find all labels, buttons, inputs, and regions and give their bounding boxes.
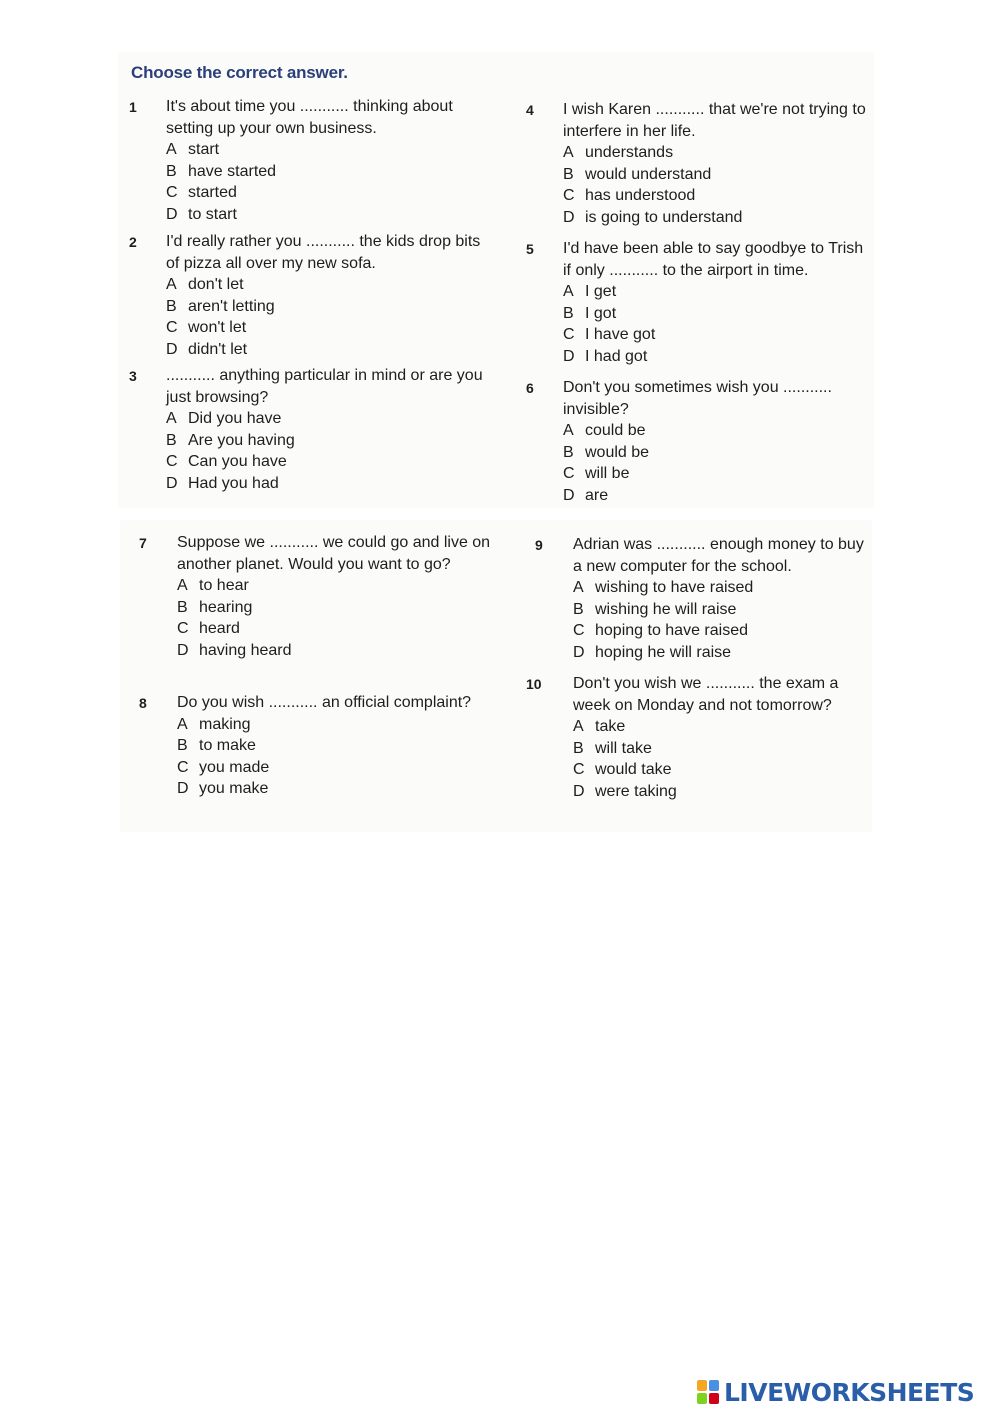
- option-a[interactable]: [177, 714, 497, 736]
- option-text: I had got: [585, 347, 648, 365]
- option-d[interactable]: [177, 778, 497, 800]
- options-list: [177, 714, 497, 800]
- options-list: [573, 577, 873, 663]
- question-7: [139, 532, 497, 662]
- option-letter: A: [166, 276, 177, 294]
- question-stem: I wish Karen ........... that we're not trying to interfere in her life.: [563, 101, 866, 140]
- option-c[interactable]: [166, 451, 486, 473]
- option-text: started: [188, 184, 237, 202]
- option-c[interactable]: [177, 618, 497, 640]
- option-c[interactable]: [563, 324, 873, 346]
- option-text: Can you have: [188, 453, 287, 471]
- option-c[interactable]: [573, 759, 873, 781]
- worksheet-heading: Choose the correct answer.: [131, 63, 348, 82]
- question-2: [129, 231, 486, 361]
- option-a[interactable]: [563, 420, 873, 442]
- option-letter: D: [573, 643, 585, 661]
- option-text: would understand: [585, 165, 712, 183]
- option-letter: B: [573, 739, 584, 757]
- option-a[interactable]: [177, 575, 497, 597]
- question-1: [129, 96, 486, 226]
- liveworksheets-logo-icon: [697, 1380, 721, 1406]
- option-letter: C: [563, 326, 575, 344]
- option-d[interactable]: [563, 485, 873, 507]
- option-letter: B: [563, 304, 574, 322]
- option-text: would take: [595, 761, 672, 779]
- option-d[interactable]: [563, 346, 873, 368]
- question-number: 5: [526, 241, 534, 257]
- option-c[interactable]: [563, 185, 873, 207]
- option-text: don't let: [188, 276, 244, 294]
- option-letter: C: [166, 453, 178, 471]
- option-letter: A: [177, 715, 188, 733]
- option-b[interactable]: [573, 738, 873, 760]
- options-list: [563, 281, 873, 367]
- option-text: hearing: [199, 598, 253, 616]
- question-3: [129, 365, 486, 495]
- option-b[interactable]: [166, 161, 486, 183]
- option-letter: A: [573, 718, 584, 736]
- option-c[interactable]: [573, 620, 873, 642]
- option-text: making: [199, 715, 251, 733]
- question-number: 9: [535, 537, 543, 553]
- option-text: won't let: [188, 319, 247, 337]
- option-text: understands: [585, 144, 674, 162]
- option-c[interactable]: [166, 317, 486, 339]
- option-text: is going to understand: [585, 208, 743, 226]
- option-b[interactable]: [563, 442, 873, 464]
- question-6: [526, 377, 873, 507]
- option-b[interactable]: [177, 735, 497, 757]
- logo-text: LIVEWORKSHEETS: [724, 1378, 975, 1407]
- option-text: having heard: [199, 641, 292, 659]
- option-d[interactable]: [166, 204, 486, 226]
- option-a[interactable]: [563, 142, 873, 164]
- option-letter: A: [563, 283, 574, 301]
- option-letter: B: [573, 600, 584, 618]
- question-stem: Don't you sometimes wish you ........... invisible?: [563, 379, 832, 418]
- option-letter: A: [166, 141, 177, 159]
- question-number: 2: [129, 234, 137, 250]
- option-text: have started: [188, 162, 277, 180]
- options-list: [563, 142, 873, 228]
- option-d[interactable]: [573, 781, 873, 803]
- option-d[interactable]: [177, 640, 497, 662]
- option-letter: C: [177, 620, 189, 638]
- option-d[interactable]: [573, 642, 873, 664]
- options-list: [166, 408, 486, 494]
- option-letter: B: [166, 431, 177, 449]
- option-a[interactable]: [166, 408, 486, 430]
- option-text: to hear: [199, 577, 249, 595]
- option-b[interactable]: [166, 430, 486, 452]
- options-list: [166, 139, 486, 225]
- option-text: start: [188, 141, 220, 159]
- question-number: 4: [526, 102, 534, 118]
- option-d[interactable]: [166, 473, 486, 495]
- options-list: [573, 716, 873, 802]
- option-letter: A: [563, 144, 574, 162]
- option-c[interactable]: [177, 757, 497, 779]
- option-letter: B: [177, 598, 188, 616]
- option-letter: A: [166, 410, 177, 428]
- question-stem: ........... anything particular in mind or are you just browsing?: [166, 367, 483, 406]
- option-letter: C: [563, 187, 575, 205]
- question-stem: I'd really rather you ........... the kids drop bits of pizza all over my new sofa.: [166, 233, 481, 272]
- option-letter: D: [166, 474, 178, 492]
- option-letter: D: [563, 208, 575, 226]
- option-text: to start: [188, 205, 237, 223]
- option-text: would be: [585, 443, 650, 461]
- question-stem: Do you wish ........... an official complaint?: [177, 694, 472, 711]
- option-a[interactable]: [563, 281, 873, 303]
- option-a[interactable]: [573, 716, 873, 738]
- question-9: [535, 534, 873, 664]
- option-letter: C: [563, 465, 575, 483]
- option-text: didn't let: [188, 340, 248, 358]
- option-letter: B: [563, 165, 574, 183]
- option-letter: D: [177, 780, 189, 798]
- option-text: I got: [585, 304, 617, 322]
- option-b[interactable]: [563, 303, 873, 325]
- option-text: heard: [199, 620, 240, 638]
- option-letter: C: [573, 761, 585, 779]
- option-d[interactable]: [563, 207, 873, 229]
- option-a[interactable]: [166, 274, 486, 296]
- option-text: I get: [585, 283, 617, 301]
- question-stem: Adrian was ........... enough money to buy a new computer for the school.: [573, 536, 864, 575]
- question-stem: Suppose we ........... we could go and live on another planet. Would you want to go?: [177, 534, 491, 573]
- option-text: aren't letting: [188, 297, 275, 315]
- option-letter: C: [573, 622, 585, 640]
- question-number: 3: [129, 368, 137, 384]
- option-c[interactable]: [563, 463, 873, 485]
- option-a[interactable]: [166, 139, 486, 161]
- question-stem: I'd have been able to say goodbye to Trish if only ........... to the airport in time.: [563, 240, 864, 279]
- options-list: [166, 274, 486, 360]
- option-text: has understood: [585, 187, 696, 205]
- question-number: 7: [139, 535, 147, 551]
- liveworksheets-logo[interactable]: [697, 1378, 974, 1407]
- option-letter: B: [177, 737, 188, 755]
- question-number: 8: [139, 695, 147, 711]
- question-4: [526, 99, 873, 229]
- question-5: [526, 238, 873, 368]
- option-text: could be: [585, 422, 646, 440]
- question-number: 6: [526, 380, 534, 396]
- option-c[interactable]: [166, 182, 486, 204]
- question-stem: Don't you wish we ........... the exam a week on Monday and not tomorrow?: [573, 675, 839, 714]
- option-text: hoping to have raised: [595, 622, 748, 640]
- option-text: you make: [199, 780, 269, 798]
- option-text: I have got: [585, 326, 656, 344]
- option-b[interactable]: [563, 164, 873, 186]
- option-text: Are you having: [188, 431, 295, 449]
- option-text: to make: [199, 737, 256, 755]
- option-text: take: [595, 718, 626, 736]
- option-letter: C: [177, 758, 189, 776]
- option-letter: D: [573, 782, 585, 800]
- option-letter: C: [166, 319, 178, 337]
- option-b[interactable]: [177, 597, 497, 619]
- option-letter: D: [166, 340, 178, 358]
- option-text: were taking: [595, 782, 677, 800]
- option-text: will be: [585, 465, 630, 483]
- option-letter: C: [166, 184, 178, 202]
- option-letter: D: [177, 641, 189, 659]
- option-a[interactable]: [573, 577, 873, 599]
- option-letter: A: [563, 422, 574, 440]
- question-number: 1: [129, 99, 137, 115]
- option-text: will take: [595, 739, 652, 757]
- option-text: are: [585, 486, 609, 504]
- option-letter: D: [563, 347, 575, 365]
- option-text: wishing he will raise: [595, 600, 737, 618]
- option-letter: B: [166, 162, 177, 180]
- question-10: [526, 673, 873, 803]
- option-d[interactable]: [166, 339, 486, 361]
- option-text: wishing to have raised: [595, 579, 754, 597]
- option-text: hoping he will raise: [595, 643, 732, 661]
- option-b[interactable]: [166, 296, 486, 318]
- option-letter: B: [166, 297, 177, 315]
- option-text: Had you had: [188, 474, 279, 492]
- options-list: [563, 420, 873, 506]
- option-b[interactable]: [573, 599, 873, 621]
- option-letter: D: [563, 486, 575, 504]
- option-text: you made: [199, 758, 270, 776]
- options-list: [177, 575, 497, 661]
- question-8: [139, 692, 497, 800]
- question-stem: It's about time you ........... thinking about setting up your own business.: [166, 98, 453, 137]
- option-text: Did you have: [188, 410, 282, 428]
- option-letter: B: [563, 443, 574, 461]
- question-number: 10: [526, 676, 542, 692]
- option-letter: A: [573, 579, 584, 597]
- option-letter: A: [177, 577, 188, 595]
- option-letter: D: [166, 205, 178, 223]
